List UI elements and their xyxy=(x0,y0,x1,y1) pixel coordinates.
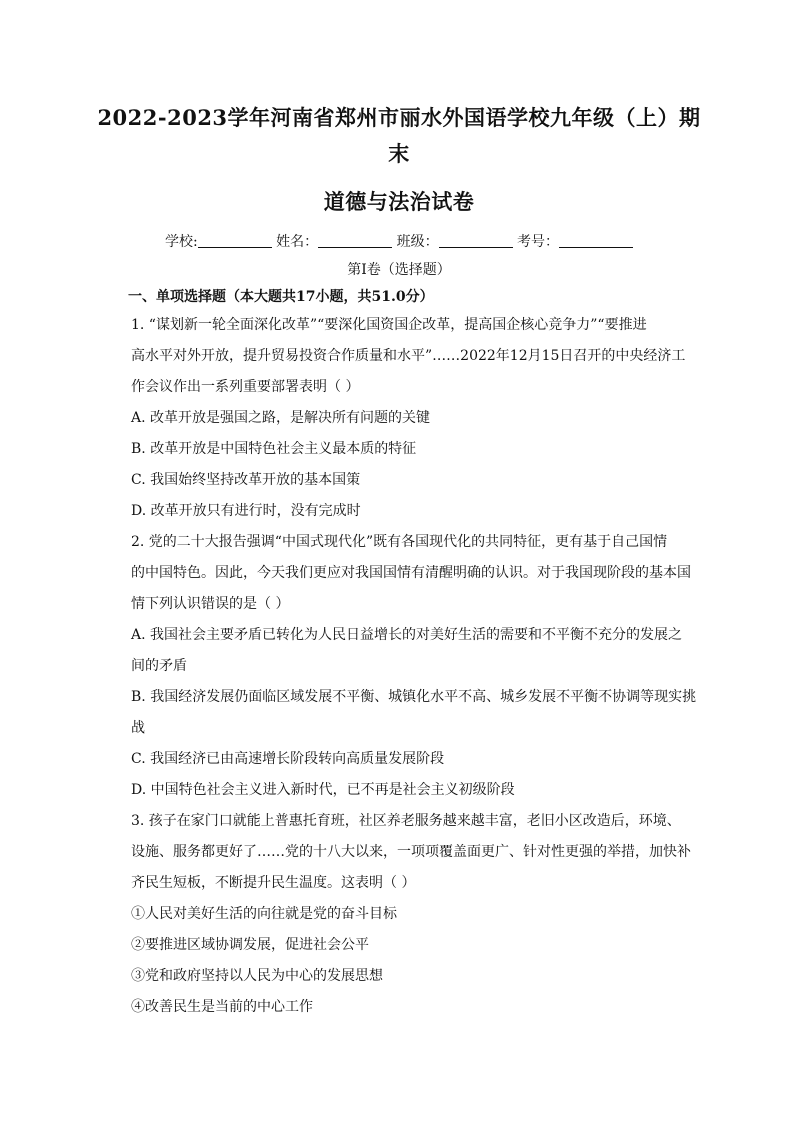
option-b-continued: 战 xyxy=(131,720,145,736)
question-1 xyxy=(131,310,702,527)
question-stem-line: 作会议作出一系列重要部署表明（ ） xyxy=(131,379,360,395)
name-blank xyxy=(318,233,392,248)
option-d: D. 改革开放只有进行时，没有完成时 xyxy=(131,503,361,519)
exam-title-line-1: 2022-2023学年河南省郑州市丽水外国语学校九年级（上）期末 xyxy=(97,105,701,166)
question-stem-line: 高水平对外开放，提升贸易投资合作质量和水平”……2022年12月15日召开的中央经济工 xyxy=(131,348,686,364)
statement-4: ④改善民生是当前的中心工作 xyxy=(131,999,313,1015)
exam-title-line-2: 道德与法治试卷 xyxy=(323,189,475,214)
school-label: 学校: xyxy=(164,234,198,250)
statement-2: ②要推进区域协调发展，促进社会公平 xyxy=(131,937,369,953)
name-label: 姓名： xyxy=(276,234,319,250)
question-stem-line: 3. 孩子在家门口就能上普惠托育班，社区养老服务越来越丰富，老旧小区改造后，环境、 xyxy=(131,813,681,829)
section-heading: 一、单项选择题（本大题共17小题，共51.0分） xyxy=(128,289,434,305)
option-b: B. 我国经济发展仍面临区域发展不平衡、城镇化水平不高、城乡发展不平衡不协调等现实挑 xyxy=(131,689,697,705)
statement-1: ①人民对美好生活的向往就是党的奋斗目标 xyxy=(131,906,397,922)
exam-number-label: 考号： xyxy=(517,234,560,250)
option-d: D. 中国特色社会主义进入新时代，已不再是社会主义初级阶段 xyxy=(131,782,515,798)
volume-heading: 第I卷（选择题） xyxy=(347,262,451,278)
question-stem-line: 2. 党的二十大报告强调“中国式现代化”既有各国现代化的共同特征，更有基于自己国情 xyxy=(131,534,668,550)
option-b: B. 改革开放是中国特色社会主义最本质的特征 xyxy=(131,441,417,457)
option-c: C. 我国经济已由高速增长阶段转向高质量发展阶段 xyxy=(131,751,445,767)
question-3 xyxy=(131,806,702,1023)
option-a: A. 我国社会主要矛盾已转化为人民日益增长的对美好生活的需要和不平衡不充分的发展之 xyxy=(131,627,683,643)
school-blank xyxy=(198,233,272,248)
option-a-continued: 间的矛盾 xyxy=(131,658,187,674)
question-stem-line: 齐民生短板，不断提升民生温度。这表明（ ） xyxy=(131,875,416,891)
exam-number-blank xyxy=(559,233,633,248)
question-stem-line: 设施、服务都更好了……党的十八大以来，一项项覆盖面更广、针对性更强的举措，加快补 xyxy=(131,844,691,860)
option-c: C. 我国始终坚持改革开放的基本国策 xyxy=(131,472,361,488)
class-label: 班级： xyxy=(396,234,439,250)
question-stem-line: 1. “谋划新一轮全面深化改革”“要深化国资国企改革，提高国企核心竞争力”“要推进 xyxy=(131,317,647,333)
question-stem-line: 情下列认识错误的是（ ） xyxy=(131,596,290,612)
class-blank xyxy=(439,233,513,248)
statement-3: ③党和政府坚持以人民为中心的发展思想 xyxy=(131,968,383,984)
option-a: A. 改革开放是强国之路，是解决所有问题的关键 xyxy=(131,410,431,426)
question-2 xyxy=(131,527,702,806)
student-info-row xyxy=(96,232,702,252)
question-stem-line: 的中国特色。因此，今天我们更应对我国国情有清醒明确的认识。对于我国现阶段的基本国 xyxy=(131,565,691,581)
